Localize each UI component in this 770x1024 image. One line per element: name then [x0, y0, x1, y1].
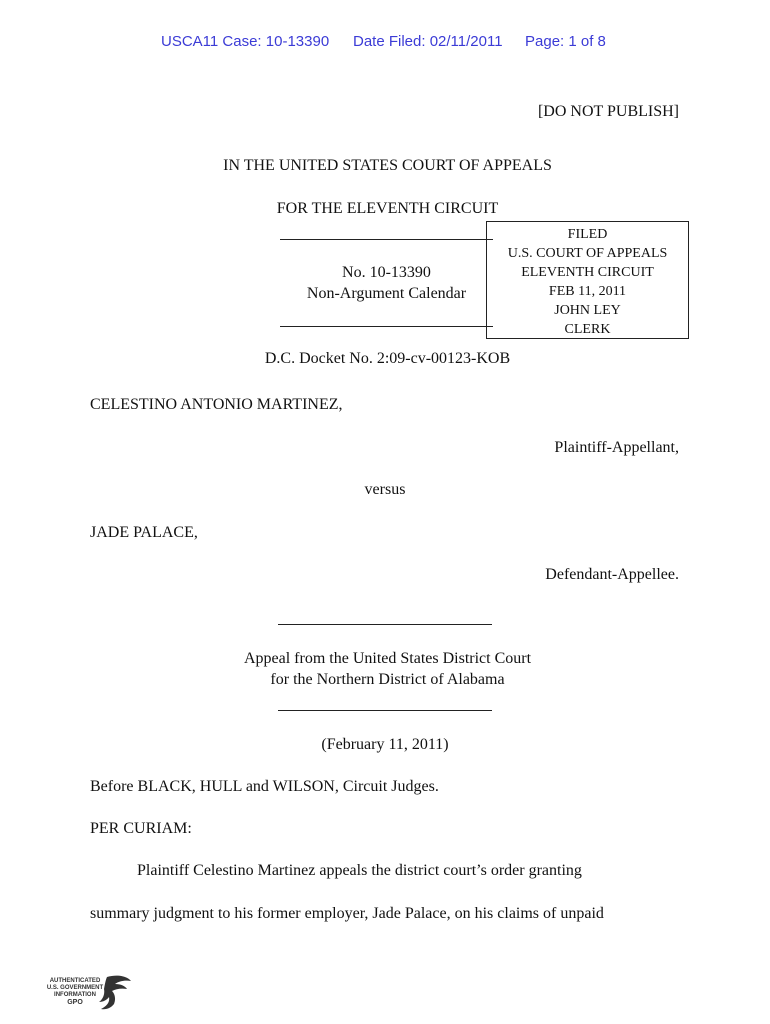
case-number: No. 10-13390	[342, 264, 431, 281]
case-rule-top	[280, 239, 493, 240]
plaintiff-role: Plaintiff-Appellant,	[554, 439, 679, 456]
gpo-text-information: INFORMATION	[54, 992, 96, 998]
judges-line: Before BLACK, HULL and WILSON, Circuit Judges.	[90, 778, 439, 795]
gpo-text-authenticated: AUTHENTICATED	[49, 978, 101, 984]
publish-note: [DO NOT PUBLISH]	[537, 103, 679, 120]
filed-stamp-date: FEB 11, 2011	[548, 284, 627, 299]
header-case-number: USCA11 Case: 10-13390	[161, 33, 330, 50]
filed-stamp-label: FILED	[567, 227, 608, 242]
header-date-filed: Date Filed: 02/11/2011	[353, 33, 503, 50]
appeal-district-line: for the Northern District of Alabama	[270, 671, 505, 688]
gpo-text-gpo: GPO	[67, 999, 83, 1006]
defendant-role: Defendant-Appellee.	[545, 566, 679, 583]
filed-stamp-circuit: ELEVENTH CIRCUIT	[521, 265, 654, 280]
defendant-name: JADE PALACE,	[90, 524, 198, 541]
decision-date: (February 11, 2011)	[321, 736, 449, 753]
appeal-rule-bottom	[278, 710, 492, 711]
circuit-name: FOR THE ELEVENTH CIRCUIT	[276, 200, 499, 217]
gpo-authentication-logo	[45, 972, 135, 1023]
calendar-type: Non-Argument Calendar	[306, 285, 467, 302]
court-name: IN THE UNITED STATES COURT OF APPEALS	[223, 157, 552, 174]
header-page-count: Page: 1 of 8	[525, 33, 606, 50]
filed-stamp-court: U.S. COURT OF APPEALS	[507, 246, 668, 261]
filed-stamp-clerk-title: CLERK	[564, 322, 611, 337]
filed-stamp	[486, 221, 689, 339]
docket-number: D.C. Docket No. 2:09-cv-00123-KOB	[264, 350, 511, 367]
body-line-2: summary judgment to his former employer, Jade Palace, on his claims of unpaid	[90, 905, 604, 922]
case-rule-bottom	[280, 326, 493, 327]
appeal-court-line: Appeal from the United States District Court	[243, 650, 532, 667]
filed-stamp-clerk-name: JOHN LEY	[554, 303, 621, 318]
gpo-text-government: U.S. GOVERNMENT	[46, 985, 104, 991]
per-curiam: PER CURIAM:	[90, 820, 192, 837]
body-line-1: Plaintiff Celestino Martinez appeals the district court’s order granting	[137, 862, 582, 879]
appeal-rule-top	[278, 624, 492, 625]
plaintiff-name: CELESTINO ANTONIO MARTINEZ,	[90, 396, 343, 413]
versus-text: versus	[364, 481, 406, 498]
